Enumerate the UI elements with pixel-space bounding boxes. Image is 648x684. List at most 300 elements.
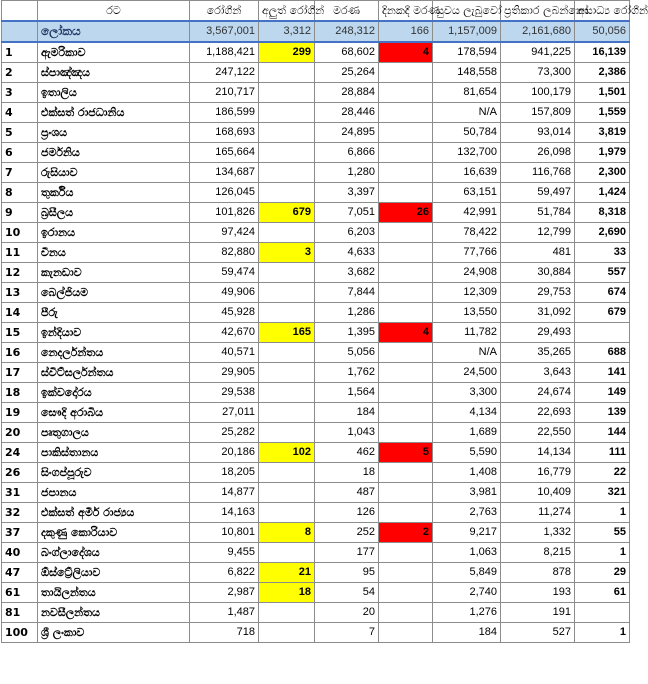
recovered-cell: 2,763 [433, 503, 501, 523]
table-row [2, 443, 630, 463]
deaths-cell: 252 [315, 523, 379, 543]
new-cases-cell [259, 623, 315, 643]
rank-cell: 9 [2, 203, 38, 223]
critical-cell: 144 [575, 423, 630, 443]
country-name: පීරු [38, 303, 190, 323]
rank-cell: 100 [2, 623, 38, 643]
new-cases-cell: 102 [259, 443, 315, 463]
active-cell: 22,693 [501, 403, 575, 423]
table-row [2, 83, 630, 103]
rank-cell: 6 [2, 143, 38, 163]
cases-cell: 1,188,421 [190, 42, 259, 63]
header-row [2, 1, 630, 22]
country-name: රුසියාව [38, 163, 190, 183]
critical-cell: 1,501 [575, 83, 630, 103]
new-cases-cell [259, 63, 315, 83]
daily-deaths-cell [379, 143, 433, 163]
header-recovered: සුවය ලැබුවෝ [433, 1, 501, 22]
rank-cell: 16 [2, 343, 38, 363]
critical-cell [575, 603, 630, 623]
recovered-cell: 148,558 [433, 63, 501, 83]
critical-cell: 29 [575, 563, 630, 583]
rank-cell: 47 [2, 563, 38, 583]
active-cell: 11,274 [501, 503, 575, 523]
new-cases-cell [259, 543, 315, 563]
active-cell: 24,674 [501, 383, 575, 403]
country-name: සිංගප්පූරුව [38, 463, 190, 483]
new-cases-cell [259, 503, 315, 523]
header-critical: අසාධ්‍ය රෝගීන් [575, 1, 630, 22]
cases-cell: 101,826 [190, 203, 259, 223]
country-name: ජර්මනිය [38, 143, 190, 163]
deaths-cell: 4,633 [315, 243, 379, 263]
critical-cell: 2,690 [575, 223, 630, 243]
rank-cell: 18 [2, 383, 38, 403]
recovered-cell: N/A [433, 103, 501, 123]
deaths-cell: 25,264 [315, 63, 379, 83]
active-cell: 29,753 [501, 283, 575, 303]
country-name: තුර්කිය [38, 183, 190, 203]
recovered-cell: 24,500 [433, 363, 501, 383]
daily-deaths-cell [379, 223, 433, 243]
critical-cell: 321 [575, 483, 630, 503]
recovered-cell: 77,766 [433, 243, 501, 263]
table-row [2, 363, 630, 383]
active-cell: 73,300 [501, 63, 575, 83]
daily-deaths-cell: 4 [379, 42, 433, 63]
new-cases-cell: 299 [259, 42, 315, 63]
recovered-cell: 24,908 [433, 263, 501, 283]
active-cell: 12,799 [501, 223, 575, 243]
table-row [2, 42, 630, 63]
cases-cell: 718 [190, 623, 259, 643]
critical-cell: 111 [575, 443, 630, 463]
deaths-cell: 54 [315, 583, 379, 603]
table-row [2, 403, 630, 423]
critical-cell: 1 [575, 543, 630, 563]
recovered-cell: 3,981 [433, 483, 501, 503]
country-name: ඉක්වදෝරය [38, 383, 190, 403]
recovered-cell: 3,300 [433, 383, 501, 403]
daily-deaths-cell: 26 [379, 203, 433, 223]
new-cases-cell [259, 223, 315, 243]
deaths-cell: 7,051 [315, 203, 379, 223]
header-active: ප්‍රතිකාර ලබන්නෝ [501, 1, 575, 22]
header-deaths: මරණ [315, 1, 379, 22]
critical-cell: 141 [575, 363, 630, 383]
rank-cell: 20 [2, 423, 38, 443]
cases-cell: 186,599 [190, 103, 259, 123]
cases-cell: 9,455 [190, 543, 259, 563]
rank-cell: 5 [2, 123, 38, 143]
new-cases-cell [259, 423, 315, 443]
critical-cell: 139 [575, 403, 630, 423]
table-row [2, 463, 630, 483]
country-name: බ්‍රසීලය [38, 203, 190, 223]
critical-cell: 1,424 [575, 183, 630, 203]
country-name: චීනය [38, 243, 190, 263]
country-name: නවසීලන්තය [38, 603, 190, 623]
cases-cell: 29,538 [190, 383, 259, 403]
critical-cell: 3,819 [575, 123, 630, 143]
covid-stats-table [1, 0, 648, 643]
table-row [2, 323, 630, 343]
daily-deaths-cell [379, 483, 433, 503]
new-cases-cell [259, 163, 315, 183]
daily-deaths-cell [379, 163, 433, 183]
daily-deaths-cell [379, 263, 433, 283]
critical-cell: 557 [575, 263, 630, 283]
cases-cell: 14,163 [190, 503, 259, 523]
country-name: එක්සත් රාජධානිය [38, 103, 190, 123]
deaths-cell: 3,397 [315, 183, 379, 203]
deaths-cell: 20 [315, 603, 379, 623]
country-name: ස්පාඤ්ඤය [38, 63, 190, 83]
header-new-cases: අලුත් රෝගීන් [259, 1, 315, 22]
new-cases-cell [259, 383, 315, 403]
new-cases-cell [259, 303, 315, 323]
recovered-cell: 1,063 [433, 543, 501, 563]
rank-cell: 10 [2, 223, 38, 243]
daily-deaths-cell [379, 243, 433, 263]
country-name: පාකිස්තානය [38, 443, 190, 463]
world-active: 2,161,680 [501, 21, 575, 42]
rank-cell: 4 [2, 103, 38, 123]
rank-cell: 1 [2, 42, 38, 63]
country-name: ඉරානය [38, 223, 190, 243]
rank-cell: 24 [2, 443, 38, 463]
deaths-cell: 1,395 [315, 323, 379, 343]
rank-cell: 8 [2, 183, 38, 203]
rank-cell: 81 [2, 603, 38, 623]
active-cell: 878 [501, 563, 575, 583]
deaths-cell: 1,043 [315, 423, 379, 443]
rank-cell: 15 [2, 323, 38, 343]
country-name: ඇමරිකාව [38, 42, 190, 63]
cases-cell: 247,122 [190, 63, 259, 83]
new-cases-cell: 21 [259, 563, 315, 583]
daily-deaths-cell [379, 543, 433, 563]
cases-cell: 59,474 [190, 263, 259, 283]
rank-cell: 7 [2, 163, 38, 183]
new-cases-cell [259, 283, 315, 303]
table-row [2, 263, 630, 283]
table-row [2, 183, 630, 203]
active-cell: 93,014 [501, 123, 575, 143]
active-cell: 193 [501, 583, 575, 603]
critical-cell: 55 [575, 523, 630, 543]
recovered-cell: 16,639 [433, 163, 501, 183]
world-new-cases: 3,312 [259, 21, 315, 42]
world-recovered: 1,157,009 [433, 21, 501, 42]
cases-cell: 14,877 [190, 483, 259, 503]
deaths-cell: 7,844 [315, 283, 379, 303]
recovered-cell: 4,134 [433, 403, 501, 423]
rank-cell: 12 [2, 263, 38, 283]
active-cell: 100,179 [501, 83, 575, 103]
daily-deaths-cell [379, 583, 433, 603]
table-row [2, 563, 630, 583]
deaths-cell: 68,602 [315, 42, 379, 63]
daily-deaths-cell [379, 103, 433, 123]
new-cases-cell [259, 143, 315, 163]
deaths-cell: 177 [315, 543, 379, 563]
new-cases-cell [259, 463, 315, 483]
rank-cell: 3 [2, 83, 38, 103]
table-body [2, 21, 630, 643]
daily-deaths-cell: 5 [379, 443, 433, 463]
table-row [2, 63, 630, 83]
deaths-cell: 1,762 [315, 363, 379, 383]
table-row [2, 523, 630, 543]
rank-cell: 2 [2, 63, 38, 83]
cases-cell: 27,011 [190, 403, 259, 423]
daily-deaths-cell [379, 503, 433, 523]
critical-cell: 61 [575, 583, 630, 603]
daily-deaths-cell: 4 [379, 323, 433, 343]
deaths-cell: 24,895 [315, 123, 379, 143]
new-cases-cell: 3 [259, 243, 315, 263]
deaths-cell: 462 [315, 443, 379, 463]
active-cell: 35,265 [501, 343, 575, 363]
country-name: බංග්ලාදේශය [38, 543, 190, 563]
rank-cell: 31 [2, 483, 38, 503]
recovered-cell: 178,594 [433, 42, 501, 63]
critical-cell: 22 [575, 463, 630, 483]
active-cell: 1,332 [501, 523, 575, 543]
cases-cell: 42,670 [190, 323, 259, 343]
deaths-cell: 3,682 [315, 263, 379, 283]
country-name: බෙල්ජියම [38, 283, 190, 303]
new-cases-cell [259, 403, 315, 423]
country-name: සෞදි අරාබිය [38, 403, 190, 423]
daily-deaths-cell [379, 563, 433, 583]
cases-cell: 10,801 [190, 523, 259, 543]
deaths-cell: 28,884 [315, 83, 379, 103]
recovered-cell: 9,217 [433, 523, 501, 543]
active-cell: 8,215 [501, 543, 575, 563]
daily-deaths-cell [379, 283, 433, 303]
new-cases-cell: 165 [259, 323, 315, 343]
country-name: ජපානය [38, 483, 190, 503]
rank-cell: 37 [2, 523, 38, 543]
daily-deaths-cell [379, 343, 433, 363]
active-cell: 941,225 [501, 42, 575, 63]
recovered-cell: 81,654 [433, 83, 501, 103]
recovered-cell: 12,309 [433, 283, 501, 303]
deaths-cell: 1,286 [315, 303, 379, 323]
deaths-cell: 5,056 [315, 343, 379, 363]
table-row [2, 343, 630, 363]
country-name: පෘතුගාලය [38, 423, 190, 443]
recovered-cell: 184 [433, 623, 501, 643]
table-row [2, 203, 630, 223]
header-rank [2, 1, 38, 22]
country-name: නෙදර්ලන්තය [38, 343, 190, 363]
cases-cell: 168,693 [190, 123, 259, 143]
cases-cell: 29,905 [190, 363, 259, 383]
cases-cell: 2,987 [190, 583, 259, 603]
world-cases: 3,567,001 [190, 21, 259, 42]
cases-cell: 6,822 [190, 563, 259, 583]
recovered-cell: 11,782 [433, 323, 501, 343]
critical-cell: 1 [575, 623, 630, 643]
rank-cell: 61 [2, 583, 38, 603]
cases-cell: 210,717 [190, 83, 259, 103]
new-cases-cell [259, 263, 315, 283]
rank-cell: 40 [2, 543, 38, 563]
critical-cell: 8,318 [575, 203, 630, 223]
daily-deaths-cell [379, 183, 433, 203]
header-daily-deaths: දිනකදී මරණ [379, 1, 433, 22]
critical-cell: 688 [575, 343, 630, 363]
rank-cell: 14 [2, 303, 38, 323]
world-rank [2, 21, 38, 42]
deaths-cell: 18 [315, 463, 379, 483]
cases-cell: 82,880 [190, 243, 259, 263]
table-row [2, 483, 630, 503]
active-cell: 16,779 [501, 463, 575, 483]
deaths-cell: 28,446 [315, 103, 379, 123]
deaths-cell: 184 [315, 403, 379, 423]
critical-cell: 149 [575, 383, 630, 403]
header-cases: රෝගීන් [190, 1, 259, 22]
active-cell: 14,134 [501, 443, 575, 463]
new-cases-cell: 8 [259, 523, 315, 543]
rank-cell: 32 [2, 503, 38, 523]
country-name: ප්‍රංශය [38, 123, 190, 143]
deaths-cell: 1,564 [315, 383, 379, 403]
country-name: තායිලන්තය [38, 583, 190, 603]
active-cell: 51,784 [501, 203, 575, 223]
table-row [2, 503, 630, 523]
recovered-cell: 5,590 [433, 443, 501, 463]
critical-cell: 674 [575, 283, 630, 303]
cases-cell: 49,906 [190, 283, 259, 303]
country-name: ඕස්ට්‍රේලියාව [38, 563, 190, 583]
table-row [2, 283, 630, 303]
recovered-cell: 50,784 [433, 123, 501, 143]
table-row [2, 423, 630, 443]
table-row [2, 103, 630, 123]
deaths-cell: 487 [315, 483, 379, 503]
critical-cell [575, 323, 630, 343]
deaths-cell: 6,203 [315, 223, 379, 243]
deaths-cell: 1,280 [315, 163, 379, 183]
cases-cell: 165,664 [190, 143, 259, 163]
daily-deaths-cell [379, 303, 433, 323]
active-cell: 26,098 [501, 143, 575, 163]
deaths-cell: 126 [315, 503, 379, 523]
recovered-cell: 132,700 [433, 143, 501, 163]
country-name: ඉතාලිය [38, 83, 190, 103]
recovered-cell: 1,408 [433, 463, 501, 483]
world-critical: 50,056 [575, 21, 630, 42]
new-cases-cell [259, 363, 315, 383]
new-cases-cell: 679 [259, 203, 315, 223]
new-cases-cell [259, 103, 315, 123]
daily-deaths-cell [379, 83, 433, 103]
active-cell: 116,768 [501, 163, 575, 183]
rank-cell: 17 [2, 363, 38, 383]
cases-cell: 20,186 [190, 443, 259, 463]
header-country: රට [38, 1, 190, 22]
critical-cell: 2,386 [575, 63, 630, 83]
critical-cell: 1,559 [575, 103, 630, 123]
cases-cell: 126,045 [190, 183, 259, 203]
new-cases-cell [259, 183, 315, 203]
table-row [2, 123, 630, 143]
deaths-cell: 7 [315, 623, 379, 643]
table-row [2, 143, 630, 163]
world-deaths: 248,312 [315, 21, 379, 42]
daily-deaths-cell [379, 63, 433, 83]
rank-cell: 13 [2, 283, 38, 303]
active-cell: 3,643 [501, 363, 575, 383]
active-cell: 10,409 [501, 483, 575, 503]
critical-cell: 16,139 [575, 42, 630, 63]
recovered-cell: 1,689 [433, 423, 501, 443]
active-cell: 59,497 [501, 183, 575, 203]
rank-cell: 26 [2, 463, 38, 483]
recovered-cell: 2,740 [433, 583, 501, 603]
rank-cell: 11 [2, 243, 38, 263]
country-name: ස්විට්සර්ලන්තය [38, 363, 190, 383]
cases-cell: 1,487 [190, 603, 259, 623]
recovered-cell: 1,276 [433, 603, 501, 623]
active-cell: 481 [501, 243, 575, 263]
rank-cell: 19 [2, 403, 38, 423]
country-name: ඉන්දියාව [38, 323, 190, 343]
new-cases-cell: 18 [259, 583, 315, 603]
cases-cell: 97,424 [190, 223, 259, 243]
table-row [2, 163, 630, 183]
recovered-cell: 63,151 [433, 183, 501, 203]
critical-cell: 33 [575, 243, 630, 263]
active-cell: 191 [501, 603, 575, 623]
table-row [2, 583, 630, 603]
daily-deaths-cell [379, 403, 433, 423]
table-row [2, 603, 630, 623]
daily-deaths-cell [379, 603, 433, 623]
active-cell: 157,809 [501, 103, 575, 123]
daily-deaths-cell [379, 383, 433, 403]
new-cases-cell [259, 483, 315, 503]
critical-cell: 679 [575, 303, 630, 323]
cases-cell: 25,282 [190, 423, 259, 443]
new-cases-cell [259, 603, 315, 623]
recovered-cell: 78,422 [433, 223, 501, 243]
new-cases-cell [259, 123, 315, 143]
active-cell: 29,493 [501, 323, 575, 343]
recovered-cell: 13,550 [433, 303, 501, 323]
cases-cell: 45,928 [190, 303, 259, 323]
active-cell: 31,092 [501, 303, 575, 323]
world-daily-deaths: 166 [379, 21, 433, 42]
daily-deaths-cell: 2 [379, 523, 433, 543]
table-row [2, 543, 630, 563]
cases-cell: 40,571 [190, 343, 259, 363]
country-name: ශ්‍රී ලංකාව [38, 623, 190, 643]
daily-deaths-cell [379, 423, 433, 443]
recovered-cell: 5,849 [433, 563, 501, 583]
daily-deaths-cell [379, 463, 433, 483]
deaths-cell: 95 [315, 563, 379, 583]
critical-cell: 1 [575, 503, 630, 523]
world-total-row [2, 21, 630, 42]
cases-cell: 134,687 [190, 163, 259, 183]
active-cell: 527 [501, 623, 575, 643]
